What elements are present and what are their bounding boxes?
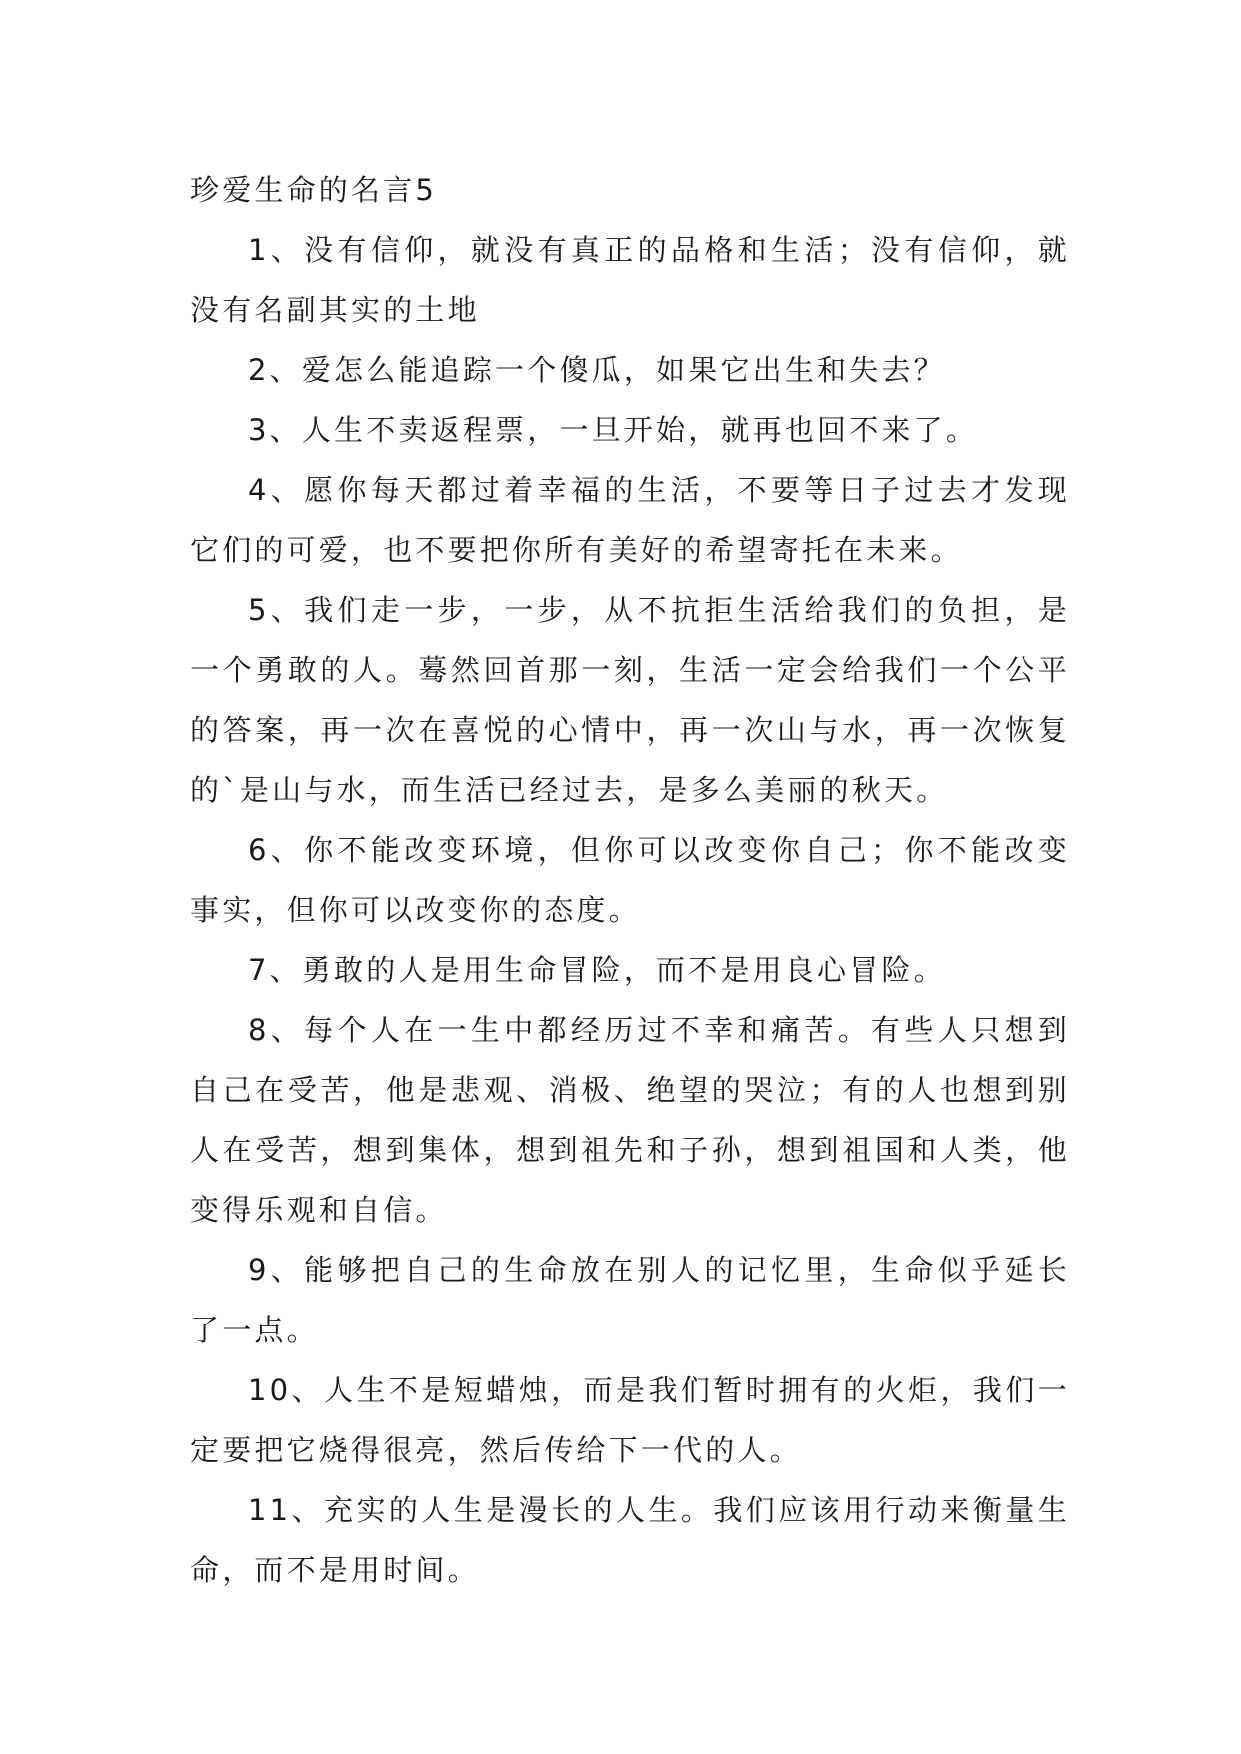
quote-paragraph-4: 4、愿你每天都过着幸福的生活，不要等日子过去才发现它们的可爱，也不要把你所有美好的希望寄托在未来。 xyxy=(190,473,1070,567)
quote-paragraph-9: 9、能够把自己的生命放在别人的记忆里，生命似乎延长了一点。 xyxy=(190,1253,1070,1347)
document-title: 珍爱生命的名言5 xyxy=(190,173,438,207)
quote-paragraph-1: 1、没有信仰，就没有真正的品格和生活；没有信仰，就没有名副其实的土地 xyxy=(190,233,1070,327)
document-content xyxy=(190,160,1070,1600)
quote-paragraph-11: 11、充实的人生是漫长的人生。我们应该用行动来衡量生命，而不是用时间。 xyxy=(190,1493,1070,1587)
quote-paragraph-2: 2、爱怎么能追踪一个傻瓜，如果它出生和失去？ xyxy=(248,353,946,387)
quote-paragraph-7: 7、勇敢的人是用生命冒险，而不是用良心冒险。 xyxy=(248,953,946,987)
quote-paragraph-3: 3、人生不卖返程票，一旦开始，就再也回不来了。 xyxy=(248,413,979,447)
quote-paragraph-6: 6、你不能改变环境，但你可以改变你自己；你不能改变事实，但你可以改变你的态度。 xyxy=(190,833,1070,927)
quote-paragraph-10: 10、人生不是短蜡烛，而是我们暂时拥有的火炬，我们一定要把它烧得很亮，然后传给下一代的人。 xyxy=(190,1373,1070,1467)
quote-paragraph-8: 8、每个人在一生中都经历过不幸和痛苦。有些人只想到自己在受苦，他是悲观、消极、绝望的哭泣；有的人也想到别人在受苦，想到集体，想到祖先和子孙，想到祖国和人类，他变得乐观和自信。 xyxy=(190,1013,1070,1227)
quote-paragraph-5: 5、我们走一步，一步，从不抗拒生活给我们的负担，是一个勇敢的人。蓦然回首那一刻，生活一定会给我们一个公平的答案，再一次在喜悦的心情中，再一次山与水，再一次恢复的`是山与水，而生活已经过去，是多么美丽的秋天。 xyxy=(190,593,1070,807)
